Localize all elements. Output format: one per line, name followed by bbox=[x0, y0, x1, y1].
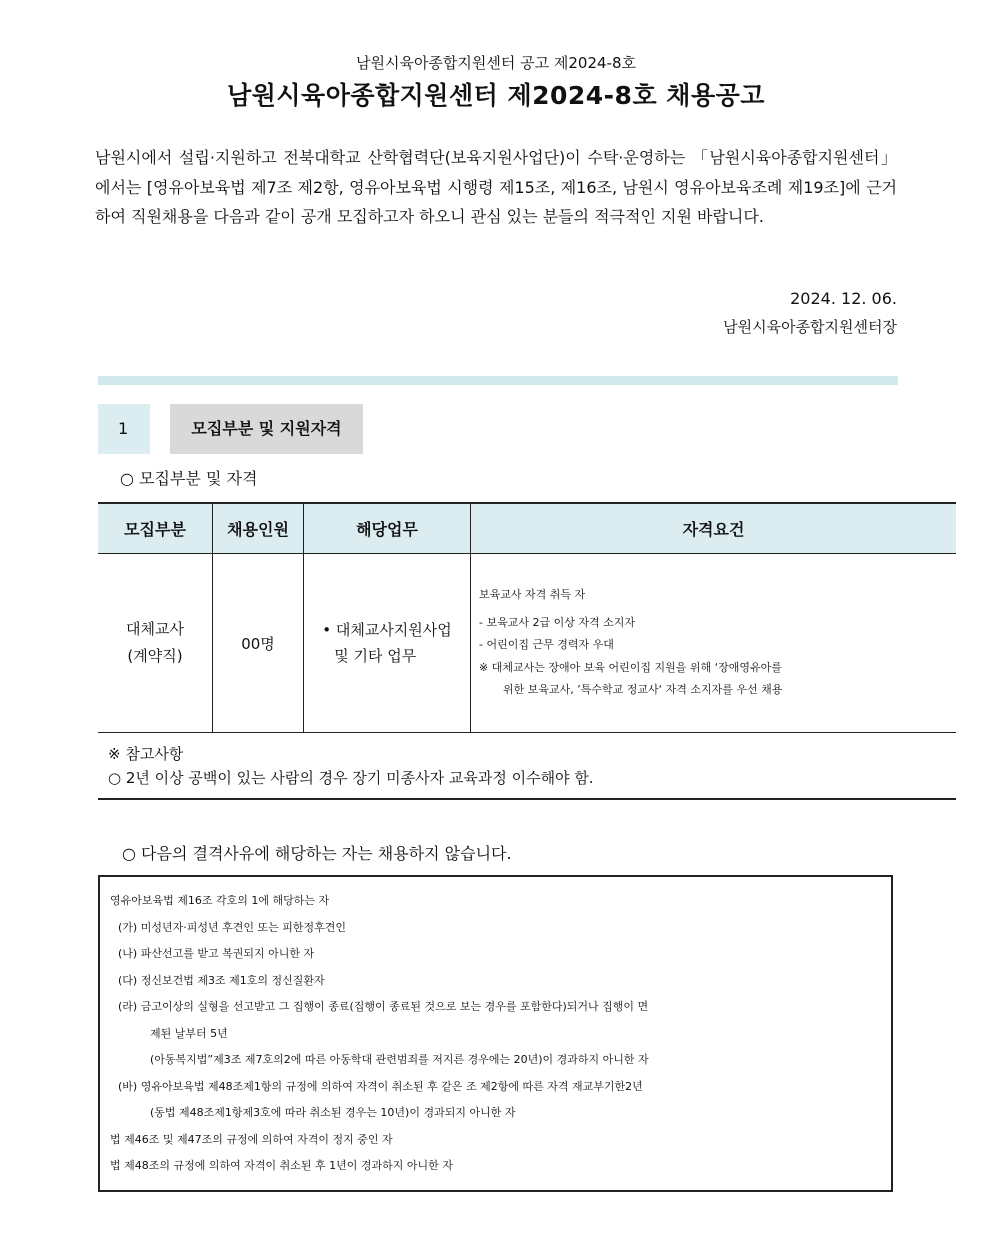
disq-line: 영유아보육법 제16조 각호의 1에 해당하는 자 bbox=[110, 894, 330, 907]
req-line-2: - 보육교사 2급 이상 자격 소지자 bbox=[479, 615, 635, 629]
reference-notes bbox=[108, 742, 594, 790]
cell-duty bbox=[304, 554, 471, 733]
header-count: 채용인원 bbox=[213, 503, 304, 554]
duty-line-1: • 대체교사지원사업 bbox=[322, 621, 452, 639]
disqualification-box bbox=[98, 875, 893, 1192]
disq-line: (라) 금고이상의 실형을 선고받고 그 집행이 종료(집행이 종료된 것으로 보는 경우를 포함한다)되거나 집행이 면 bbox=[118, 1000, 649, 1013]
disq-line: 제된 날부터 5년 bbox=[150, 1026, 228, 1040]
cell-count: 00명 bbox=[213, 554, 304, 733]
cell-requirements bbox=[471, 554, 957, 733]
disq-line: (다) 정신보건법 제3조 제1호의 정신질환자 bbox=[118, 973, 325, 987]
section-number: 1 bbox=[98, 404, 150, 454]
recruit-subheading: ○ 모집부분 및 자격 bbox=[120, 469, 258, 488]
disq-line: (가) 미성년자·피성년 후견인 또는 피한정후견인 bbox=[118, 920, 346, 934]
disqualification-heading: ○ 다음의 결격사유에 해당하는 자는 채용하지 않습니다. bbox=[122, 844, 512, 863]
req-line-3: - 어린이집 근무 경력자 우대 bbox=[479, 638, 614, 652]
notes-item: ○ 2년 이상 공백이 있는 사람의 경우 장기 미종사자 교육과정 이수해야 함. bbox=[108, 769, 594, 787]
table-row bbox=[98, 554, 956, 733]
section-title: 모집부분 및 지원자격 bbox=[170, 404, 363, 454]
disq-line: (바) 영유아보육법 제48조제1항의 규정에 의하여 자격이 취소된 후 같은 조 제2항에 따른 자격 재교부기한2년 bbox=[118, 1079, 643, 1093]
notes-bottom-rule bbox=[98, 798, 956, 800]
cell-position bbox=[98, 554, 213, 733]
intro-paragraph: 남원시에서 설립·지원하고 전북대학교 산학협력단(보육지원사업단)이 수탁·운영하는 「남원시육아종합지원센터」에서는 [영유아보육법 제7조 제2항, 영유아보육법 시행령 제15조, 제16조, 남원시 영유아보육조례 제19조]에 근거하여 직원채용을 다음과 같이 공개 모집하고자 하오니 관심 있는 분들의 적극적인 지원 바랍니다. bbox=[95, 148, 897, 226]
position-name: 대체교사 bbox=[126, 620, 184, 638]
header-requirements: 자격요건 bbox=[471, 503, 957, 554]
req-line-1: 보육교사 자격 취득 자 bbox=[479, 588, 586, 602]
req-line-4: ※ 대체교사는 장애아 보육 어린이집 지원을 위해 ‘장애영유아를 bbox=[479, 660, 782, 674]
table-header-row bbox=[98, 503, 956, 554]
position-type: (계약직) bbox=[127, 647, 183, 665]
disq-line: 법 제46조 및 제47조의 규정에 의하여 자격이 정지 중인 자 bbox=[110, 1132, 393, 1146]
recruit-table bbox=[98, 502, 956, 733]
disq-line: (아동복지법”제3조 제7호의2에 따른 아동학대 관련범죄를 저지른 경우에는 20년)이 경과하지 아니한 자 bbox=[150, 1053, 649, 1066]
disq-line: (동법 제48조제1항제3호에 따라 취소된 경우는 10년)이 경과되지 아니한 자 bbox=[150, 1106, 516, 1119]
duty-line-2: 및 기타 업무 bbox=[334, 647, 417, 665]
notice-number: 남원시육아종합지원센터 공고 제2024-8호 bbox=[355, 54, 637, 72]
issuer-name: 남원시육아종합지원센터장 bbox=[723, 318, 897, 336]
req-line-5: 위한 보육교사, ’특수학교 정교사‘ 자격 소지자를 우선 채용 bbox=[503, 683, 783, 697]
notice-date: 2024. 12. 06. bbox=[790, 289, 897, 308]
header-position: 모집부분 bbox=[98, 503, 213, 554]
section-divider-band bbox=[98, 376, 898, 385]
disq-line: 법 제48조의 규정에 의하여 자격이 취소된 후 1년이 경과하지 아니한 자 bbox=[110, 1159, 453, 1172]
page-title: 남원시육아종합지원센터 제2024-8호 채용공고 bbox=[227, 81, 765, 110]
notes-heading: ※ 참고사항 bbox=[108, 745, 184, 763]
disq-line: (나) 파산선고를 받고 복권되지 아니한 자 bbox=[118, 947, 315, 960]
header-duty: 해당업무 bbox=[304, 503, 471, 554]
